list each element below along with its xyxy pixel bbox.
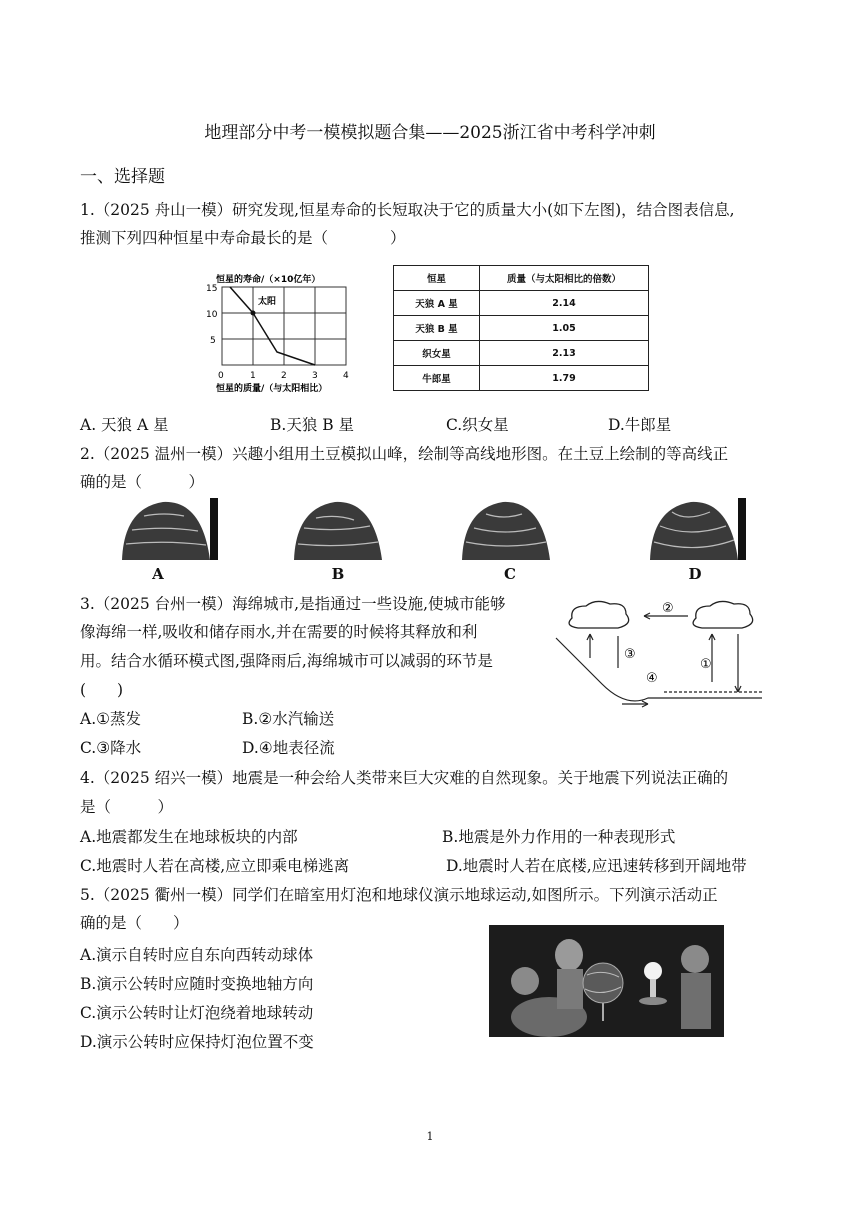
q3-option-b[interactable]: B.②水汽输送 <box>242 710 335 728</box>
potato-label-a[interactable]: A <box>152 565 164 583</box>
table-cell: 牛郎星 <box>394 366 480 391</box>
diagram-mark-2: ② <box>662 601 674 616</box>
q3-option-a[interactable]: A.①蒸发 <box>80 710 142 728</box>
q2-stem-line1: 2.（2025 温州一模）兴趣小组用土豆模拟山峰，绘制等高线地形图。在土豆上绘制的等高线正 <box>80 445 729 463</box>
sun-point <box>251 311 256 316</box>
table-row <box>394 316 649 341</box>
diagram-mark-4: ④ <box>646 671 658 686</box>
cloud-right <box>693 601 753 628</box>
lightbulb-icon <box>644 962 662 980</box>
q1-option-c[interactable]: C.织女星 <box>446 416 509 434</box>
q1-stem-line2: 推测下列四种恒星中寿命最长的是（ ） <box>80 229 406 247</box>
globe-icon <box>583 963 623 1003</box>
q1-stem-line1: 1.（2025 舟山一模）研究发现,恒星寿命的长短取决于它的质量大小(如下左图)，结合图表信息, <box>80 201 735 219</box>
section-heading: 一、选择题 <box>80 167 165 187</box>
star-lifetime-graph <box>200 268 365 396</box>
xtick-2: 2 <box>281 371 287 381</box>
q4-stem-line2: 是（ ） <box>80 798 174 816</box>
ytick-5: 5 <box>210 336 216 346</box>
table-row <box>394 341 649 366</box>
xtick-0: 0 <box>218 371 224 381</box>
diagram-mark-3: ③ <box>624 647 636 662</box>
table-header: 质量（与太阳相比的倍数） <box>480 266 649 291</box>
q1-option-d[interactable]: D.牛郎星 <box>608 416 672 434</box>
q1-option-a[interactable]: A. 天狼 A 星 <box>80 416 169 434</box>
q4-option-d[interactable]: D.地震时人若在底楼,应迅速转移到开阔地带 <box>446 857 747 875</box>
q5-option-a[interactable]: A.演示自转时应自东向西转动球体 <box>80 946 314 964</box>
q3-stem-line2: 像海绵一样,吸收和储存雨水,并在需要的时候将其释放和利 <box>80 623 478 641</box>
potato-image-a <box>118 498 218 560</box>
table-cell: 天狼 A 星 <box>394 291 480 316</box>
ytick-15: 15 <box>206 284 218 294</box>
potato-image-c <box>458 498 558 560</box>
q3-stem-line3: 用。结合水循环模式图,强降雨后,海绵城市可以减弱的环节是 <box>80 652 493 670</box>
potato-image-d <box>646 498 746 560</box>
potato-label-d[interactable]: D <box>688 565 702 583</box>
q3-option-d[interactable]: D.④地表径流 <box>242 739 335 757</box>
q3-stem-line1: 3.（2025 台州一模）海绵城市,是指通过一些设施,使城市能够 <box>80 595 506 613</box>
q1-option-b[interactable]: B.天狼 B 星 <box>270 416 355 434</box>
page-number: 1 <box>426 1130 434 1143</box>
table-header: 恒星 <box>394 266 480 291</box>
page-title: 地理部分中考一模模拟题合集——2025浙江省中考科学冲刺 <box>204 123 656 143</box>
graph-ylabel: 恒星的寿命/（×10亿年） <box>216 275 321 285</box>
table-cell: 织女星 <box>394 341 480 366</box>
diagram-mark-1: ① <box>700 657 712 672</box>
table-cell: 1.79 <box>480 366 649 391</box>
table-cell: 天狼 B 星 <box>394 316 480 341</box>
table-cell: 2.14 <box>480 291 649 316</box>
q3-option-c[interactable]: C.③降水 <box>80 739 142 757</box>
table-header-row <box>394 266 649 291</box>
q5-stem-line1: 5.（2025 衢州一模）同学们在暗室用灯泡和地球仪演示地球运动,如图所示。下列演示活动正 <box>80 886 718 904</box>
q3-stem-line4: ( ) <box>80 681 124 699</box>
graph-xlabel: 恒星的质量/（与太阳相比） <box>216 384 328 394</box>
potato-image-b <box>290 498 390 560</box>
xtick-3: 3 <box>312 371 318 381</box>
globe-lamp-photo <box>489 925 724 1037</box>
water-cycle-diagram <box>552 598 764 716</box>
potato-label-b[interactable]: B <box>331 565 345 583</box>
q5-stem-line2: 确的是（ ） <box>80 914 189 932</box>
table-cell: 2.13 <box>480 341 649 366</box>
q4-stem-line1: 4.（2025 绍兴一模）地震是一种会给人类带来巨大灾难的自然现象。关于地震下列说法正确的 <box>80 769 729 787</box>
table-row <box>394 291 649 316</box>
xtick-1: 1 <box>250 371 256 381</box>
potato-label-c[interactable]: C <box>504 565 516 583</box>
q2-stem-line2: 确的是（ ） <box>80 473 205 491</box>
q5-option-c[interactable]: C.演示公转时让灯泡绕着地球转动 <box>80 1004 314 1022</box>
star-mass-table <box>393 265 649 391</box>
q4-option-b[interactable]: B.地震是外力作用的一种表现形式 <box>442 828 676 846</box>
xtick-4: 4 <box>343 371 349 381</box>
table-cell: 1.05 <box>480 316 649 341</box>
q4-option-a[interactable]: A.地震都发生在地球板块的内部 <box>80 828 298 846</box>
q5-option-d[interactable]: D.演示公转时应保持灯泡位置不变 <box>80 1033 314 1051</box>
q5-option-b[interactable]: B.演示公转时应随时变换地轴方向 <box>80 975 314 993</box>
q4-option-c[interactable]: C.地震时人若在高楼,应立即乘电梯逃离 <box>80 857 350 875</box>
ytick-10: 10 <box>206 310 218 320</box>
cloud-left <box>569 601 629 628</box>
sun-label: 太阳 <box>258 297 277 307</box>
table-row <box>394 366 649 391</box>
